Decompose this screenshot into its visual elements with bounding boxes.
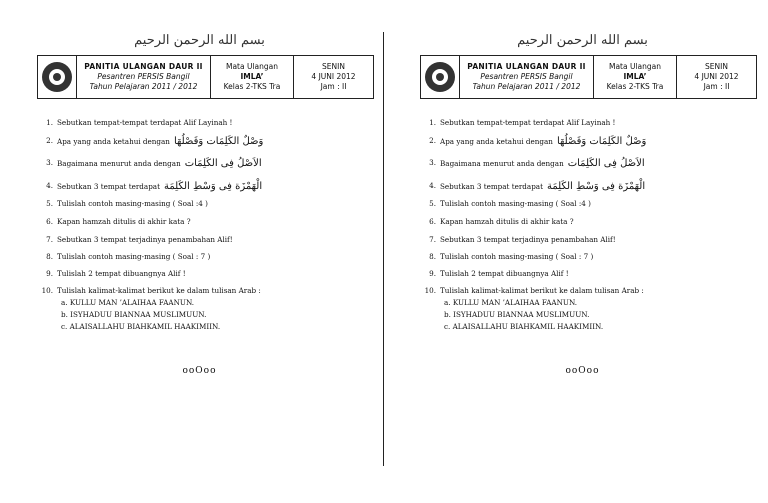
persis-logo-icon: [42, 62, 72, 92]
sub-item: c. ALAISALLAHU BIAHKAMIL HAAKIMIIN.: [61, 322, 221, 331]
exam-date: 4 JUNI 2012: [694, 72, 739, 81]
logo-cell: [421, 56, 460, 98]
title-cell: [77, 56, 211, 98]
class-name: Kelas 2-TKS Tra: [606, 82, 664, 91]
subject-name: IMLA’: [623, 72, 647, 81]
closing-ornament: ooOoo: [565, 366, 600, 376]
class-name: Kelas 2-TKS Tra: [223, 82, 281, 91]
closing-ornament: ooOoo: [182, 366, 217, 376]
exam-sheet-left: بسم الله الرحمن الرحيم PANITIA ULANGAN DAUR II Pesantren PERSIS Bangil Tahun Pelajaran 2011 / 2012 Mata Ulangan IMLA’ Kelas 2-TKS Tra SENIN 4 JUNI 2012 Jam : II 1. Sebutkan tempat-tempat terdapat Alif Layinah ! 2. Apa yang anda ketahui dengan وَصْلٌ الكَلِمَات وَفَصْلُهَا 3. Bagaimana menurut anda dengan الاَصْلُ فِى الكَلِمَات 4. Sebutkan 3 tempat terdapat الْهَمْزَة فِى وَسْطِ الكَلِمَة 5. Tulislah contoh masing-masing ( Soal :4 ) 6. Kapan hamzah ditulis di akhir kata ? 7. Sebutkan 3 tempat terjadinya penambahan Alif! 8. Tulislah contoh masing-masing ( Soal : 7 ) 9. Tulislah 2 tempat dibuangnya Alif ! 10. Tulislah kalimat-kalimat berikut ke dalam tulisan Arab : a. KULLU MAN ’ALAIHAA FAANUN. b. ISYHADUU BIANNAA MUSLIMUUN. c. ALAISALLAHU BIAHKAMIL HAAKIMIIN. ooOoo: [22, 0, 377, 503]
exam-period: Jam : II: [703, 82, 730, 91]
page-divider: [383, 32, 384, 466]
sub-item: c. ALAISALLAHU BIAHKAMIL HAAKIMIIN.: [444, 322, 604, 331]
sub-item: a. KULLU MAN ’ALAIHAA FAANUN.: [444, 298, 578, 307]
school-name: Pesantren PERSIS Bangil: [97, 72, 190, 81]
persis-logo-icon: [425, 62, 455, 92]
exam-day: SENIN: [705, 62, 728, 71]
subject-label: Mata Ulangan: [608, 62, 662, 71]
exam-header: [420, 55, 757, 99]
subject-cell: [594, 56, 677, 98]
exam-day: SENIN: [322, 62, 345, 71]
committee-title: PANITIA ULANGAN DAUR II: [467, 62, 586, 71]
date-cell: [677, 56, 756, 98]
logo-cell: [38, 56, 77, 98]
subject-name: IMLA’: [240, 72, 264, 81]
basmalah-calligraphy: بسم الله الرحمن الرحيم: [134, 33, 265, 48]
sub-item: b. ISYHADUU BIANNAA MUSLIMUUN.: [444, 310, 590, 319]
date-cell: [294, 56, 373, 98]
subject-label: Mata Ulangan: [225, 62, 279, 71]
exam-header: [37, 55, 374, 99]
academic-year: Tahun Pelajaran 2011 / 2012: [89, 82, 198, 91]
academic-year: Tahun Pelajaran 2011 / 2012: [472, 82, 581, 91]
exam-period: Jam : II: [320, 82, 347, 91]
committee-title: PANITIA ULANGAN DAUR II: [84, 62, 203, 71]
exam-sheet-right: بسم الله الرحمن الرحيم PANITIA ULANGAN DAUR II Pesantren PERSIS Bangil Tahun Pelajaran 2011 / 2012 Mata Ulangan IMLA’ Kelas 2-TKS Tra SENIN 4 JUNI 2012 Jam : II 1. Sebutkan tempat-tempat terdapat Alif Layinah ! 2. Apa yang anda ketahui dengan وَصْلٌ الكَلِمَات وَفَصْلُهَا 3. Bagaimana menurut anda dengan الاَصْلُ فِى الكَلِمَات 4. Sebutkan 3 tempat terdapat الْهَمْزَة فِى وَسْطِ الكَلِمَة 5. Tulislah contoh masing-masing ( Soal :4 ) 6. Kapan hamzah ditulis di akhir kata ? 7. Sebutkan 3 tempat terjadinya penambahan Alif! 8. Tulislah contoh masing-masing ( Soal : 7 ) 9. Tulislah 2 tempat dibuangnya Alif ! 10. Tulislah kalimat-kalimat berikut ke dalam tulisan Arab : a. KULLU MAN ’ALAIHAA FAANUN. b. ISYHADUU BIANNAA MUSLIMUUN. c. ALAISALLAHU BIAHKAMIL HAAKIMIIN. ooOoo: [405, 0, 760, 503]
basmalah-calligraphy: بسم الله الرحمن الرحيم: [517, 33, 648, 48]
exam-date: 4 JUNI 2012: [311, 72, 356, 81]
title-cell: [460, 56, 594, 98]
sub-item: b. ISYHADUU BIANNAA MUSLIMUUN.: [61, 310, 207, 319]
sub-item: a. KULLU MAN ’ALAIHAA FAANUN.: [61, 298, 195, 307]
subject-cell: [211, 56, 294, 98]
school-name: Pesantren PERSIS Bangil: [480, 72, 573, 81]
